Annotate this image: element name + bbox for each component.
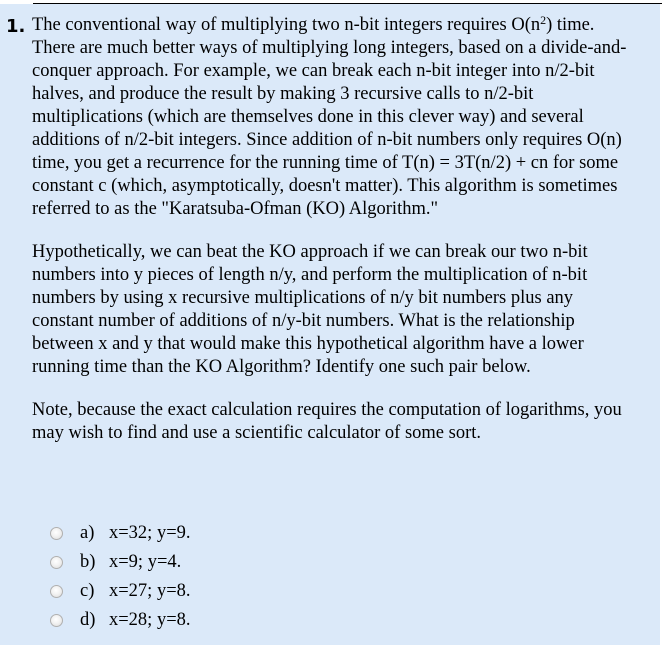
question-paragraph-2: Hypothetically, we can beat the KO approach if we can break our two n-bit numbers into y pieces of length n/y, and perform the multiplication of n-bit numbers by using x recursive multiplications of n/y bit numbers plus any constant number of additions of n/y-bit numbers. What is the relationship between x and y that would make this hypothetical algorithm have a lower running time than the KO Algorithm? Identify one such pair below. bbox=[32, 242, 588, 377]
choice-c[interactable] bbox=[50, 577, 191, 606]
choice-text: x=9; y=4. bbox=[109, 552, 182, 572]
choice-label: a) bbox=[80, 523, 95, 543]
choice-b[interactable] bbox=[50, 548, 191, 577]
radio-button-a[interactable] bbox=[50, 527, 63, 540]
choice-text: x=28; y=8. bbox=[109, 610, 191, 630]
question-paragraph-1 bbox=[32, 14, 632, 221]
choice-d[interactable] bbox=[50, 606, 191, 635]
question-panel bbox=[0, 4, 660, 645]
choice-a[interactable] bbox=[50, 519, 191, 548]
choice-label: c) bbox=[80, 581, 95, 601]
radio-button-d[interactable] bbox=[50, 614, 63, 627]
choice-label: b) bbox=[80, 552, 96, 572]
radio-button-c[interactable] bbox=[50, 585, 63, 598]
answer-choices bbox=[50, 519, 191, 635]
exponent: 2 bbox=[540, 13, 547, 27]
choice-text: x=32; y=9. bbox=[109, 523, 191, 543]
question-number: 1. bbox=[6, 16, 26, 37]
para1-part-b: ) time. There are much better ways of multiplying long integers, based on a divide-and-conquer approach. For example, we can break each n-bit integer into n/2-bit halves, and produce the result by making 3 recursive calls to n/2-bit multiplications (which are themselves done in this clever way) and several additions of n/2-bit integers. Since addition of n-bit numbers only requires O(n) time, you get a recurrence for the running time of T(n) = 3T(n/2) + cn for some constant c (which, asymptotically, doesn't matter). This algorithm is sometimes referred to as the "Karatsuba-Ofman (KO) Algorithm." bbox=[32, 15, 627, 219]
radio-button-b[interactable] bbox=[50, 556, 63, 569]
question-text bbox=[32, 14, 632, 445]
choice-label: d) bbox=[80, 610, 96, 630]
para1-part-a: The conventional way of multiplying two n-bit integers requires O(n bbox=[32, 15, 541, 35]
question-paragraph-3: Note, because the exact calculation requires the computation of logarithms, you may wish to find and use a scientific calculator of some sort. bbox=[32, 400, 622, 443]
choice-text: x=27; y=8. bbox=[109, 581, 191, 601]
